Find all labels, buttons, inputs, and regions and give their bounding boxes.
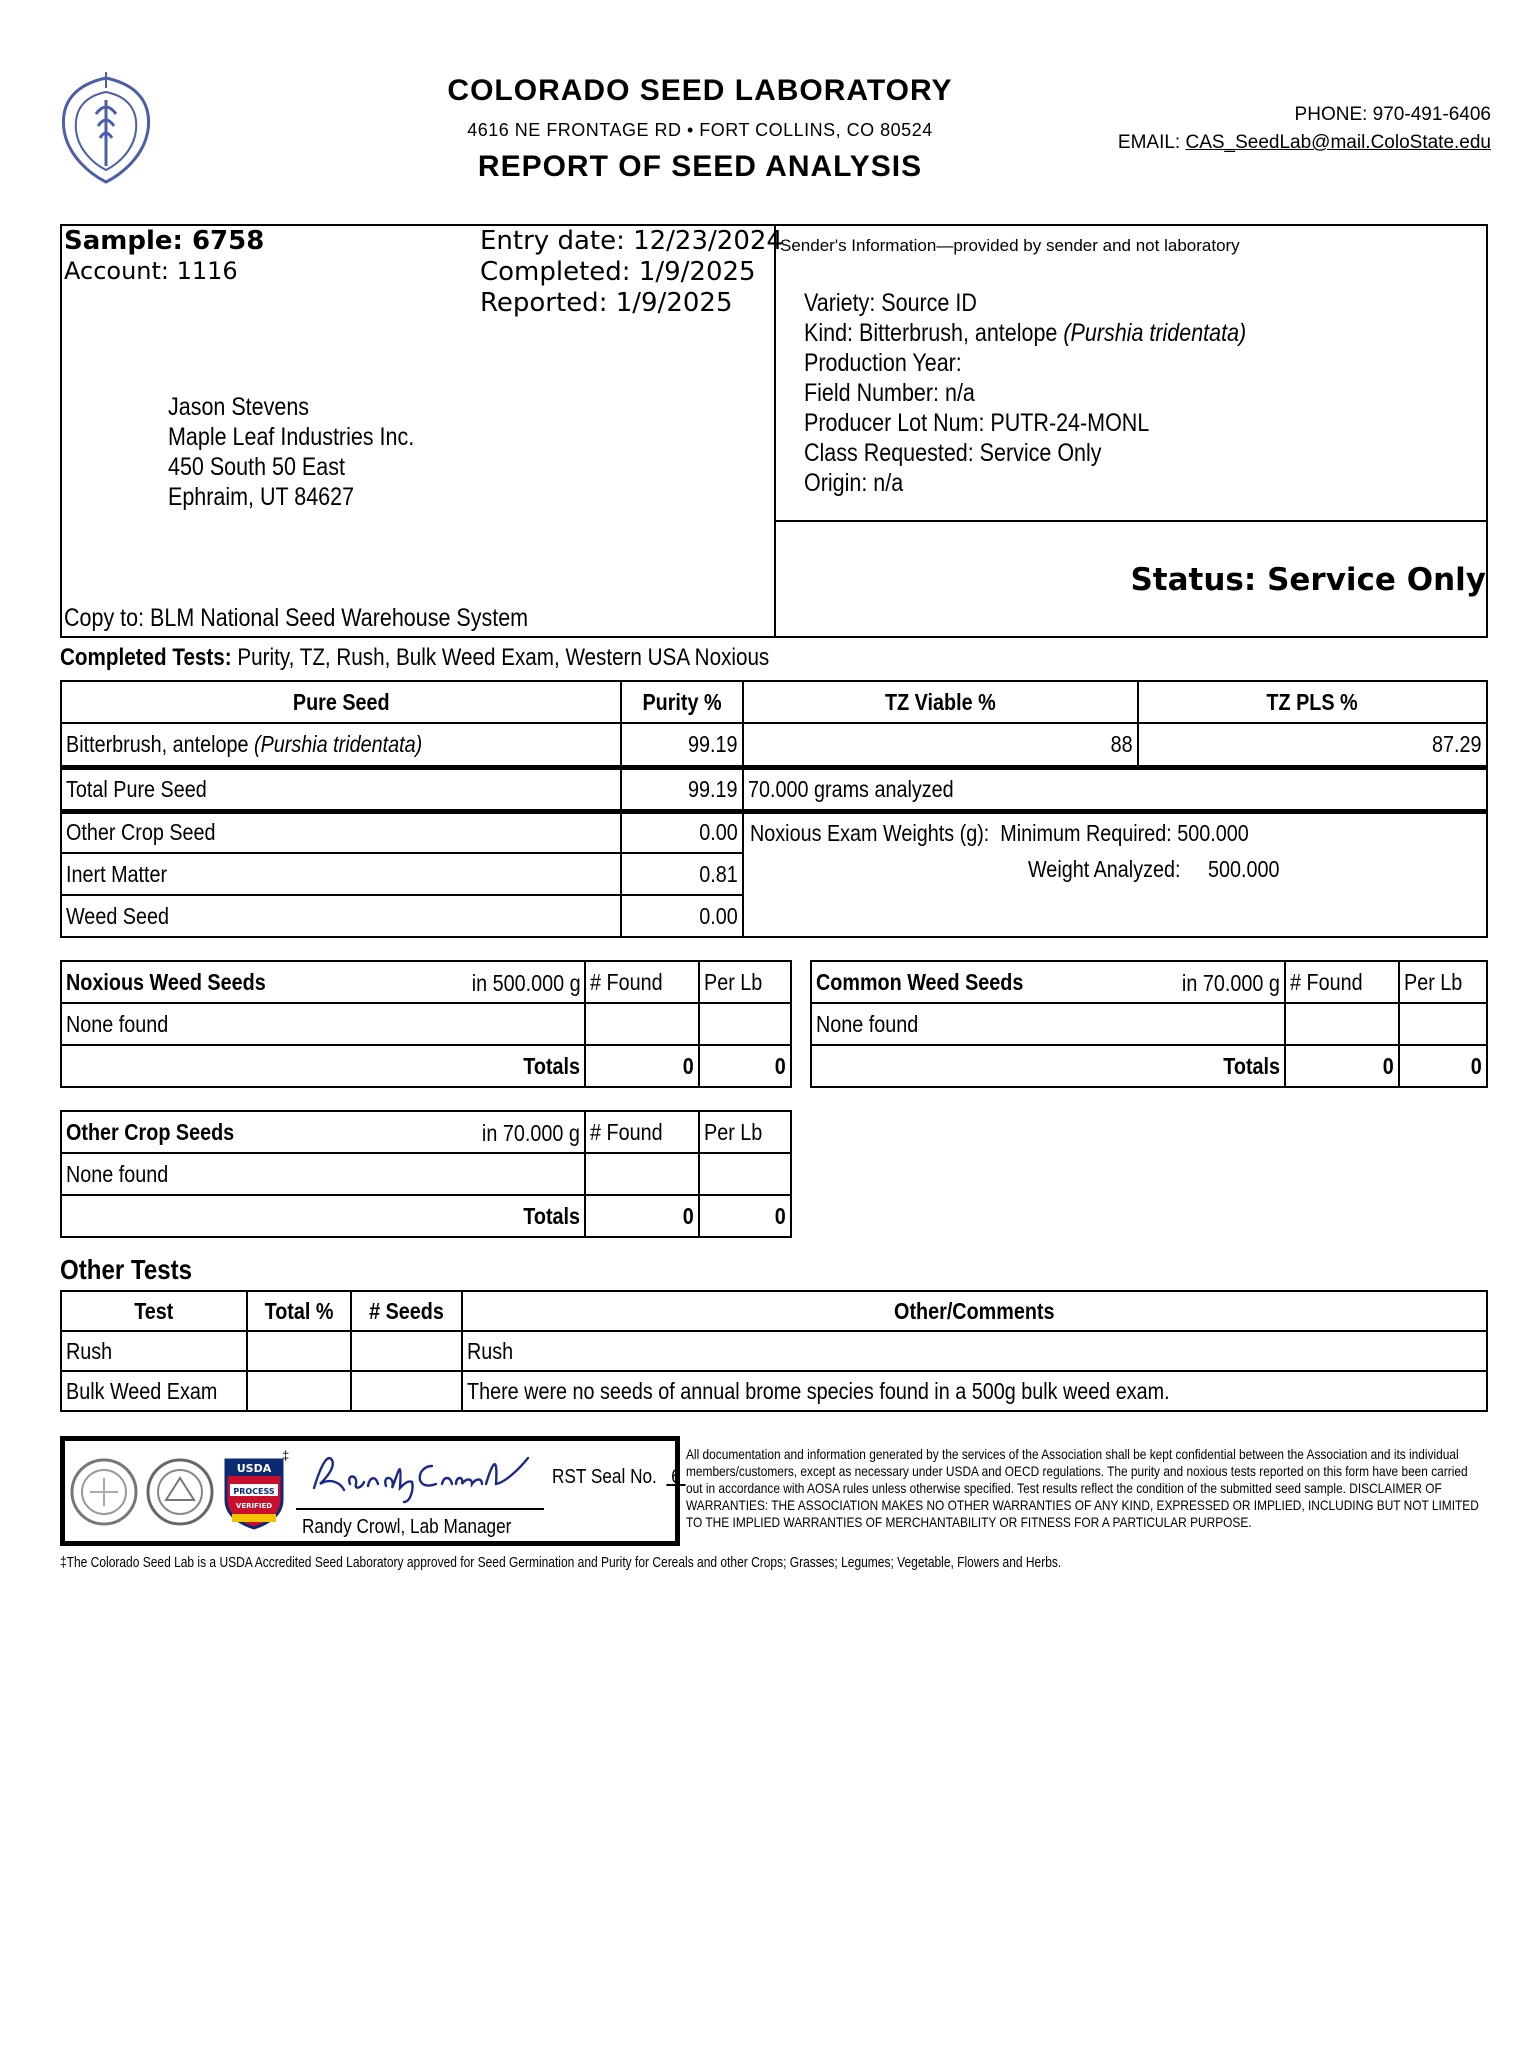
lab-name: COLORADO SEED LABORATORY [447,74,953,107]
common-totals-perlb: 0 [1399,1045,1487,1087]
dagger-mark: ‡ [282,1448,290,1463]
sender-variety: Variety: Source ID [804,289,977,317]
table-row [811,1003,1487,1045]
sample-number: Sample: 6758 [64,226,265,256]
sender-kind: Kind: Bitterbrush, antelope (Purshia tridentata) [804,319,1247,347]
inert-matter-value: 0.81 [621,853,743,895]
completed-tests: Completed Tests: Purity, TZ, Rush, Bulk Weed Exam, Western USA Noxious [60,644,770,671]
weed-seed-label: Weed Seed [61,895,621,937]
seeds-header: # Seeds [351,1291,462,1331]
email-link[interactable]: CAS_SeedLab@mail.ColoState.edu [1185,132,1491,153]
noxious-totals-found: 0 [585,1045,699,1087]
noxious-totals-label: Totals [61,1045,585,1087]
education-seal-icon [146,1458,214,1526]
table-row [61,767,1487,811]
pure-seed-tz-pls: 87.29 [1138,723,1487,767]
completed-date: Completed: 1/9/2025 [480,257,756,287]
sender-origin: Origin: n/a [804,469,904,497]
table-row: Bulk Weed Exam There were no seeds of annual brome species found in a 500g bulk weed exam. [61,1371,1487,1411]
reported-date: Reported: 1/9/2025 [480,288,733,318]
lab-address: 4616 NE FRONTAGE RD • FORT COLLINS, CO 80524 [467,120,933,140]
other-crop-seed-value: 0.00 [621,811,743,853]
report-title: REPORT OF SEED ANALYSIS [477,150,923,183]
table-row [61,723,1487,767]
recipient-street: 450 South 50 East [168,453,345,481]
copy-to: Copy to: BLM National Seed Warehouse System [64,604,529,632]
other-tests-title: Other Tests [60,1254,193,1285]
sender-production-year: Production Year: [804,349,962,377]
common-row: None found [811,1003,1285,1045]
table-row [61,1045,791,1087]
test-header: Test [61,1291,247,1331]
table-row [61,1003,791,1045]
common-weed-table [810,960,1488,1088]
status-divider [774,520,1488,522]
other-crop-perlb-header: Per Lb [699,1111,791,1153]
lab-email [1118,132,1491,154]
grams-analyzed: 70.000 grams analyzed [743,767,1487,811]
seal-number: 6 [671,1466,681,1488]
recipient-address [168,392,454,512]
sender-producer-lot: Producer Lot Num: PUTR-24-MONL [804,409,1150,437]
other-crop-row: None found [61,1153,585,1195]
pure-seed-purity: 99.19 [621,723,743,767]
other-crop-totals-label: Totals [61,1195,585,1237]
table-row: Rush Rush [61,1331,1487,1371]
purity-table [60,680,1488,938]
other-crop-totals-found: 0 [585,1195,699,1237]
common-title-cell: Common Weed Seeds in 70.000 g [811,961,1285,1003]
pure-seed-header: Pure Seed [61,681,621,723]
inert-matter-label: Inert Matter [61,853,621,895]
table-row [61,1153,791,1195]
total-percent-header: Total % [247,1291,351,1331]
noxious-found-header: # Found [585,961,699,1003]
recipient-company: Maple Leaf Industries Inc. [168,423,415,451]
other-tests-table [60,1290,1488,1412]
seed-technologist-seal-icon [70,1458,138,1526]
usda-badge-mid: PROCESS [233,1487,275,1496]
noxious-weed-table [60,960,792,1088]
purity-header: Purity % [621,681,743,723]
sender-heading: Sender's Information—provided by sender and not laboratory [780,236,1240,255]
rst-seal: RST Seal No. 6 [552,1466,681,1488]
noxious-row: None found [61,1003,585,1045]
sender-details [804,288,1318,498]
usda-badge-top: USDA [236,1462,272,1475]
pure-seed-tz-viable: 88 [743,723,1138,767]
common-totals-label: Totals [811,1045,1285,1087]
other-crop-totals-perlb: 0 [699,1195,791,1237]
lab-phone: PHONE: 970-491-6406 [1294,104,1491,125]
other-crop-found-header: # Found [585,1111,699,1153]
tz-pls-header: TZ PLS % [1138,681,1487,723]
entry-date: Entry date: 12/23/2024 [480,226,783,256]
usda-badge-bottom: VERIFIED [235,1502,273,1510]
accreditation-note: ‡The Colorado Seed Lab is a USDA Accredited Seed Laboratory approved for Seed Germination and Purity for Cereals and other Crops; Grasses; Legumes; Vegetable, Flowers and Herbs. [60,1554,1062,1571]
table-row [61,811,1487,853]
common-perlb-header: Per Lb [1399,961,1487,1003]
other-crop-seed-label: Other Crop Seed [61,811,621,853]
total-pure-seed-value: 99.19 [621,767,743,811]
disclaimer-text: All documentation and information generated by the services of the Association shall be kept confidential between the Association and its individual members/customers, except as necessary under USDA and OECD regulations. The purity and noxious tests reported on this form have been carried out in accordance with AOSA rules unless otherwise specified. Test results reflect the condition of the submitted seed sample. DISCLAIMER OF WARRANTIES: THE ASSOCIATION MAKES NO OTHER WARRANTIES OF ANY KIND, EXPRESSED OR IMPLIED, INCLUDING BUT NOT LIMITED TO THE IMPLIED WARRANTIES OF MERCHANTABILITY OR FITNESS FOR A PARTICULAR PURPOSE. [686,1446,1479,1530]
common-totals-found: 0 [1285,1045,1399,1087]
other-crop-table [60,1110,792,1238]
weed-seed-value: 0.00 [621,895,743,937]
noxious-perlb-header: Per Lb [699,961,791,1003]
account-number: Account: 1116 [64,257,238,285]
email-label: EMAIL: [1117,132,1186,153]
info-divider [774,224,776,638]
signature-line [296,1508,544,1510]
noxious-exam-weights: Noxious Exam Weights (g): Minimum Required: 500.000 Weight Analyzed: 500.000 [743,811,1487,937]
pure-seed-name: Bitterbrush, antelope (Purshia tridentata) [61,723,621,767]
usda-process-verified-badge [222,1456,286,1532]
sender-class-requested: Class Requested: Service Only [804,439,1102,467]
table-row [811,1045,1487,1087]
noxious-title-cell: Noxious Weed Seeds in 500.000 g [61,961,585,1003]
table-row [61,1195,791,1237]
comments-header: Other/Comments [462,1291,1487,1331]
common-found-header: # Found [1285,961,1399,1003]
recipient-name: Jason Stevens [168,393,310,421]
signature-image [306,1444,538,1506]
total-pure-seed-label: Total Pure Seed [61,767,621,811]
other-crop-title-cell: Other Crop Seeds in 70.000 g [61,1111,585,1153]
signer-name: Randy Crowl, Lab Manager [302,1516,512,1538]
noxious-totals-perlb: 0 [699,1045,791,1087]
sender-field-number: Field Number: n/a [804,379,975,407]
recipient-city: Ephraim, UT 84627 [168,483,355,511]
tz-viable-header: TZ Viable % [743,681,1138,723]
status-badge: Status: Service Only [1130,562,1486,598]
